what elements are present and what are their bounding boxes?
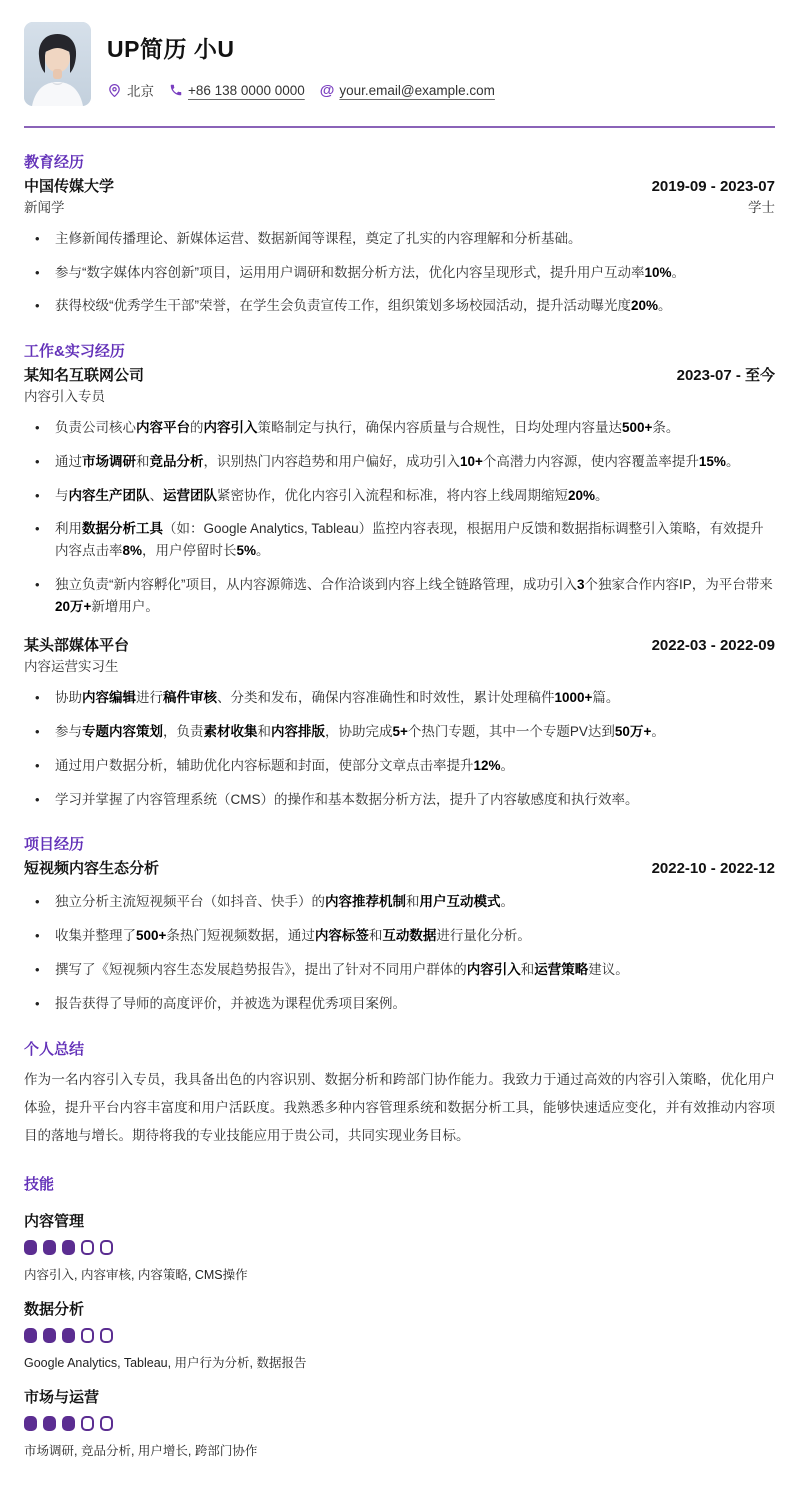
section-title-skills: 技能 xyxy=(24,1176,55,1194)
skill-name: 数据分析 xyxy=(24,1300,85,1318)
phone-text[interactable]: +86 138 0000 0000 xyxy=(188,82,305,98)
bullet-item: • 收集并整理了500+条热门短视频数据，通过内容标签和互动数据进行量化分析。 xyxy=(24,925,775,947)
skill-dot xyxy=(62,1240,75,1255)
school-name: 中国传媒大学 xyxy=(24,177,115,195)
entry-header xyxy=(24,366,775,386)
skill-dot xyxy=(43,1240,56,1255)
skill-dot xyxy=(43,1328,56,1343)
job-title: 内容运营实习生 xyxy=(24,659,119,675)
phone-icon xyxy=(169,83,183,97)
bullet-item: • 负责公司核心内容平台的内容引入策略制定与执行，确保内容质量与合规性，日均处理内容量达500+条。 xyxy=(24,417,775,439)
company-name: 某知名互联网公司 xyxy=(24,366,145,384)
bullet-item: • 独立负责“新内容孵化”项目，从内容源筛选、合作洽谈到内容上线全链路管理，成功引入3个独家合作内容IP，为平台带来20万+新增用户。 xyxy=(24,574,775,618)
contact-row xyxy=(107,80,495,100)
entry-subheader xyxy=(24,388,775,407)
skill-dot xyxy=(100,1328,113,1343)
skill-item xyxy=(24,1210,775,1283)
degree-name: 学士 xyxy=(748,199,775,215)
work-entry xyxy=(24,636,775,811)
section-education xyxy=(24,153,775,317)
skill-name: 内容管理 xyxy=(24,1212,85,1230)
bullet-item: • 独立分析主流短视频平台（如抖音、快手）的内容推荐机制和用户互动模式。 xyxy=(24,891,775,913)
entry-header xyxy=(24,859,775,879)
profile-photo xyxy=(24,22,91,106)
skill-keywords: 市场调研, 竞品分析, 用户增长, 跨部门协作 xyxy=(24,1443,258,1458)
profile-photo-illustration xyxy=(24,22,91,106)
bullet-list xyxy=(24,891,775,1014)
entry-subheader xyxy=(24,658,775,677)
bullet-list xyxy=(24,687,775,810)
skill-dot xyxy=(24,1416,37,1431)
work-entry xyxy=(24,366,775,618)
skill-dot xyxy=(24,1328,37,1343)
at-icon: @ xyxy=(319,81,335,99)
company-name: 某头部媒体平台 xyxy=(24,636,130,654)
skill-dot xyxy=(24,1240,37,1255)
location-pin-icon xyxy=(107,83,122,98)
section-summary xyxy=(24,1040,775,1151)
education-entry xyxy=(24,177,775,318)
phone-link[interactable] xyxy=(169,83,305,98)
skill-keywords: 内容引入, 内容审核, 内容策略, CMS操作 xyxy=(24,1267,248,1282)
bullet-item: • 参与专题内容策划，负责素材收集和内容排版，协助完成5+个热门专题，其中一个专题PV达到50万+。 xyxy=(24,721,775,743)
project-entry xyxy=(24,859,775,1015)
bullet-item: • 学习并掌握了内容管理系统（CMS）的操作和基本数据分析方法，提升了内容敏感度和执行效率。 xyxy=(24,789,775,811)
entry-header xyxy=(24,177,775,197)
skill-keywords: Google Analytics, Tableau, 用户行为分析, 数据报告 xyxy=(24,1355,307,1370)
section-projects xyxy=(24,835,775,1014)
bullet-item: • 获得校级“优秀学生干部”荣誉，在学生会负责宣传工作，组织策划多场校园活动，提升活动曝光度20%。 xyxy=(24,295,775,317)
skill-name: 市场与运营 xyxy=(24,1388,100,1406)
entry-subheader xyxy=(24,199,775,218)
section-title-projects: 项目经历 xyxy=(24,836,85,854)
bullet-item: • 与内容生产团队、运营团队紧密协作，优化内容引入流程和标准，将内容上线周期缩短20%。 xyxy=(24,485,775,507)
email-text[interactable]: your.email@example.com xyxy=(339,82,495,98)
header-divider xyxy=(24,126,775,128)
skill-item xyxy=(24,1298,775,1371)
section-title-summary: 个人总结 xyxy=(24,1040,85,1058)
bullet-item: • 利用数据分析工具（如：Google Analytics, Tableau）监控内容表现，根据用户反馈和数据指标调整引入策略，有效提升内容点击率8%，用户停留时长5%。 xyxy=(24,518,775,562)
skill-item xyxy=(24,1386,775,1459)
skill-dot xyxy=(81,1240,94,1255)
date-range: 2022-10 - 2022-12 xyxy=(651,859,775,877)
skill-dot xyxy=(62,1328,75,1343)
bullet-item: • 主修新闻传播理论、新媒体运营、数据新闻等课程，奠定了扎实的内容理解和分析基础。 xyxy=(24,228,775,250)
bullet-item: • 通过用户数据分析，辅助优化内容标题和封面，使部分文章点击率提升12%。 xyxy=(24,755,775,777)
skill-dot xyxy=(100,1240,113,1255)
skill-dot xyxy=(81,1416,94,1431)
date-range: 2023-07 - 至今 xyxy=(676,366,775,384)
bullet-item: • 协助内容编辑进行稿件审核、分类和发布，确保内容准确性和时效性，累计处理稿件1000+篇。 xyxy=(24,687,775,709)
bullet-item: • 报告获得了导师的高度评价，并被选为课程优秀项目案例。 xyxy=(24,993,775,1015)
bullet-list xyxy=(24,417,775,618)
bullet-item: • 撰写了《短视频内容生态发展趋势报告》，提出了针对不同用户群体的内容引入和运营策略建议。 xyxy=(24,959,775,981)
location-text: 北京 xyxy=(127,84,154,99)
header-info xyxy=(107,22,495,100)
entry-header xyxy=(24,636,775,656)
skill-dot xyxy=(43,1416,56,1431)
job-title: 内容引入专员 xyxy=(24,388,105,404)
summary-text: 作为一名内容引入专员，我具备出色的内容识别、数据分析和跨部门协作能力。我致力于通过高效的内容引入策略，优化用户体验，提升平台内容丰富度和用户活跃度。我熟悉多种内容管理系统和数据分析工具，能够快速适应变化，并有效推动内容项目的落地与增长。期待将我的专业技能应用于贵公司，共同实现业务目标。 xyxy=(24,1072,775,1144)
skill-level-dots xyxy=(24,1416,775,1431)
bullet-item: • 参与“数字媒体内容创新”项目，运用用户调研和数据分析方法，优化内容呈现形式，提升用户互动率10%。 xyxy=(24,262,775,284)
date-range: 2022-03 - 2022-09 xyxy=(651,636,775,654)
resume-header xyxy=(24,22,775,106)
section-title-education: 教育经历 xyxy=(24,154,85,171)
skill-level-dots xyxy=(24,1240,775,1255)
section-title-work: 工作&实习经历 xyxy=(24,343,125,361)
skill-dot xyxy=(62,1416,75,1431)
skill-dot xyxy=(100,1416,113,1431)
project-name: 短视频内容生态分析 xyxy=(24,859,160,877)
candidate-name: UP简历 小U xyxy=(107,36,235,62)
bullet-list xyxy=(24,228,775,318)
bullet-item: • 通过市场调研和竞品分析，识别热门内容趋势和用户偏好，成功引入10+个高潜力内容源，使内容覆盖率提升15%。 xyxy=(24,451,775,473)
email-link[interactable] xyxy=(320,83,495,98)
major-name: 新闻学 xyxy=(24,199,65,215)
section-work xyxy=(24,342,775,810)
location-item xyxy=(107,80,154,100)
section-skills xyxy=(24,1175,775,1459)
skill-level-dots xyxy=(24,1328,775,1343)
date-range: 2019-09 - 2023-07 xyxy=(651,177,775,195)
skill-dot xyxy=(81,1328,94,1343)
